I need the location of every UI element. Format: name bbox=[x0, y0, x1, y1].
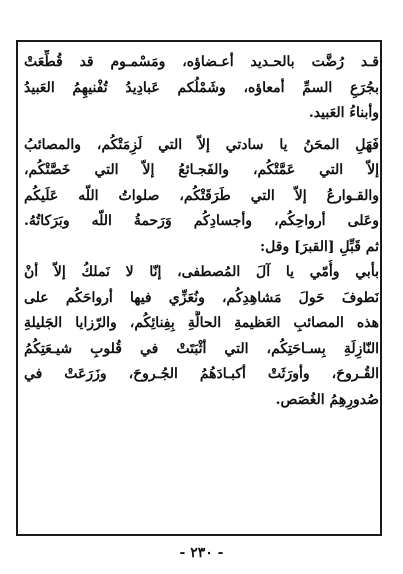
text-line: وأبناءُ العَبيد. bbox=[308, 105, 379, 121]
text-line: ثم قَبِّلِ [القبرَ] وقل: bbox=[259, 238, 379, 255]
text-line: قـد رُضَّت بالحـديد أعـضاؤه، ومَسْمـوم قد قُطِّعَتْ bbox=[24, 54, 379, 70]
text-line: النّازِلَةِ بِسـاحَتِكُم، التي أثْبَتَتْ في قُلوبِ شيـعَتِكُمُ bbox=[24, 340, 379, 357]
text-line: إلاّ التي عَمَّتْكُم، والفَجـائعُ إلاّ التي خَصَّتْكُم، bbox=[24, 162, 379, 178]
text-line: فَهَلِ المحَنُ يا سادتي إلاّ التي لَزِمَتْكُم، والمصائبُ bbox=[24, 136, 379, 153]
text-line: القُـروحَ، وأورَثَتْ أكبـادَهُمُ الجُـروحَ، وزَرَعَتْ في bbox=[24, 366, 379, 382]
text-line: صُدورِهِمُ الغُصَص. bbox=[275, 391, 379, 408]
text-line: بأبي وأُمّي يا آلَ المُصطفى، إنّا لا نَملكُ إلاّ أنْ bbox=[24, 264, 379, 280]
text-line: بجُرَعِ السمِّ أمعاؤه، وشَمْلُكم عَبادِيدُ تُفْنيهِمُ العَبيدُ bbox=[24, 79, 379, 96]
page-text-block bbox=[24, 50, 379, 413]
page-number: - ٢٣٠ - bbox=[179, 545, 224, 561]
text-line: هذه المصائبِ العَظيمةِ الحالَّةِ بِفِنائِكُم، والرّزايا الجَليلةِ bbox=[24, 315, 379, 331]
text-line: والقـوارعُ إلاّ التي طَرَقَتْكُم، صلواتُ اللّه عَلَيكُم bbox=[24, 187, 379, 204]
text-line: نَطوفَ حَولَ مَشاهِدِكُم، ونُعَزِّي فيها أرواحَكُم على bbox=[24, 289, 379, 306]
text-line: وعَلى أرواحِكُم، وأجسادِكُم وَرَحمةُ اللّه وبَرَكاتُهُ. bbox=[24, 213, 379, 229]
